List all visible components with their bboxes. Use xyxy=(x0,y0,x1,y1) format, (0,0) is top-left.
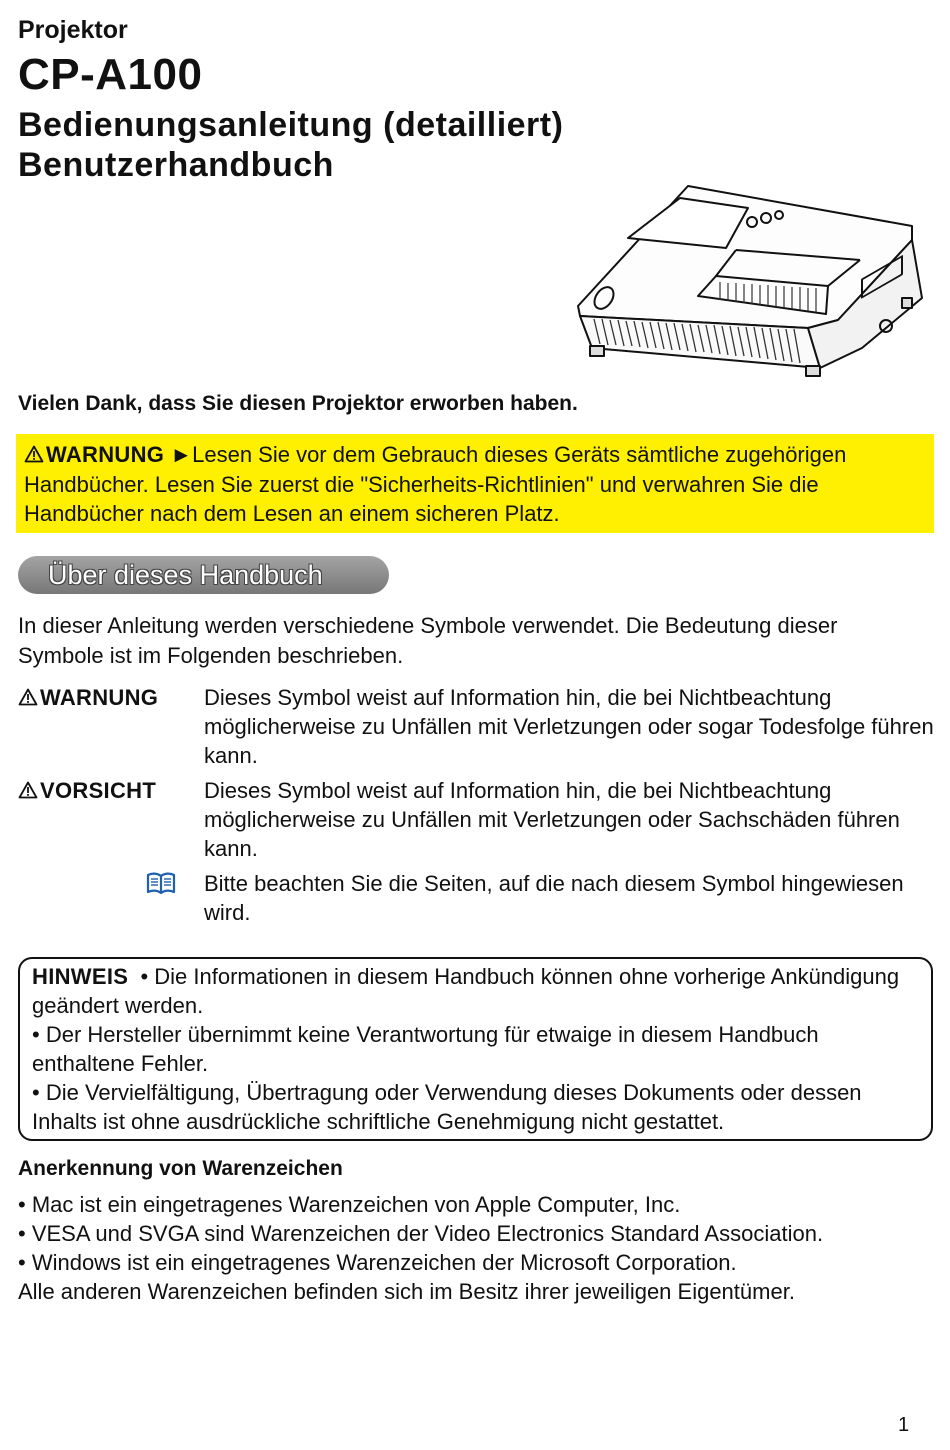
trademarks-heading: Anerkennung von Warenzeichen xyxy=(18,1157,343,1180)
trademark-item: • VESA und SVGA sind Warenzeichen der Video Electronics Standard Association. xyxy=(18,1221,824,1246)
note-item: • Der Hersteller übernimmt keine Verantwortung für etwaige in diesem Handbuch enthaltene Fehler. xyxy=(32,1022,819,1076)
intro-text: In dieser Anleitung werden verschiedene Symbole verwendet. Die Bedeutung dieser Symbole ist im Folgenden beschrieben. xyxy=(18,613,838,668)
note-box xyxy=(18,957,933,1141)
trademark-item: • Mac ist ein eingetragenes Warenzeichen von Apple Computer, Inc. xyxy=(18,1192,681,1217)
manual-subtitle: Benutzerhandbuch xyxy=(18,146,334,184)
trademark-item: • Windows ist ein eingetragenes Warenzeichen der Microsoft Corporation. xyxy=(18,1250,737,1275)
symbol-description: Dieses Symbol weist auf Information hin, die bei Nichtbeachtung möglicherweise zu Unfällen mit Verletzungen oder sogar Todesfolge führen kann. xyxy=(204,685,934,768)
warning-banner-label: WARNUNG xyxy=(46,442,165,467)
note-item: • Die Informationen in diesem Handbuch können ohne vorherige Ankündigung geändert werden. xyxy=(32,964,900,1018)
symbol-description: Dieses Symbol weist auf Information hin, die bei Nichtbeachtung möglicherweise zu Unfällen mit Verletzungen oder Sachschäden führen kann. xyxy=(204,778,900,861)
product-label: Projektor xyxy=(18,16,128,44)
manual-title: Bedienungsanleitung (detailliert) xyxy=(18,106,564,144)
arrow-icon: ► xyxy=(170,442,193,467)
warning-triangle-icon xyxy=(24,445,44,463)
note-label: HINWEIS xyxy=(32,964,129,989)
warning-banner-text: Lesen Sie vor dem Gebrauch dieses Geräts sämtliche zugehörigen Handbücher. Lesen Sie zuerst die "Sicherheits-Richtlinien" und verwahren Sie die Handbücher nach dem Lesen an einem sicheren Platz. xyxy=(24,442,847,526)
note-item: • Die Vervielfältigung, Übertragung oder Verwendung dieses Dokuments oder dessen Inhalts ist ohne ausdrückliche schriftliche Genehmigung nicht gestattet. xyxy=(32,1080,862,1134)
trademarks-list xyxy=(18,1190,938,1306)
section-heading: Über dieses Handbuch xyxy=(18,556,389,594)
warning-triangle-icon xyxy=(18,688,38,706)
warning-banner xyxy=(16,434,934,533)
projector-illustration xyxy=(570,178,935,393)
warning-triangle-icon xyxy=(18,781,38,799)
trademark-closing: Alle anderen Warenzeichen befinden sich im Besitz ihrer jeweiligen Eigentümer. xyxy=(18,1279,795,1304)
model-name: CP-A100 xyxy=(18,50,203,99)
symbol-description: Bitte beachten Sie die Seiten, auf die nach diesem Symbol hingewiesen wird. xyxy=(204,871,904,925)
thank-you-text: Vielen Dank, dass Sie diesen Projektor erworben haben. xyxy=(18,392,578,415)
page-number: 1 xyxy=(898,1414,910,1436)
symbol-label-caution: VORSICHT xyxy=(18,776,156,805)
book-icon xyxy=(146,871,176,895)
symbol-label-warning: WARNUNG xyxy=(18,683,158,712)
